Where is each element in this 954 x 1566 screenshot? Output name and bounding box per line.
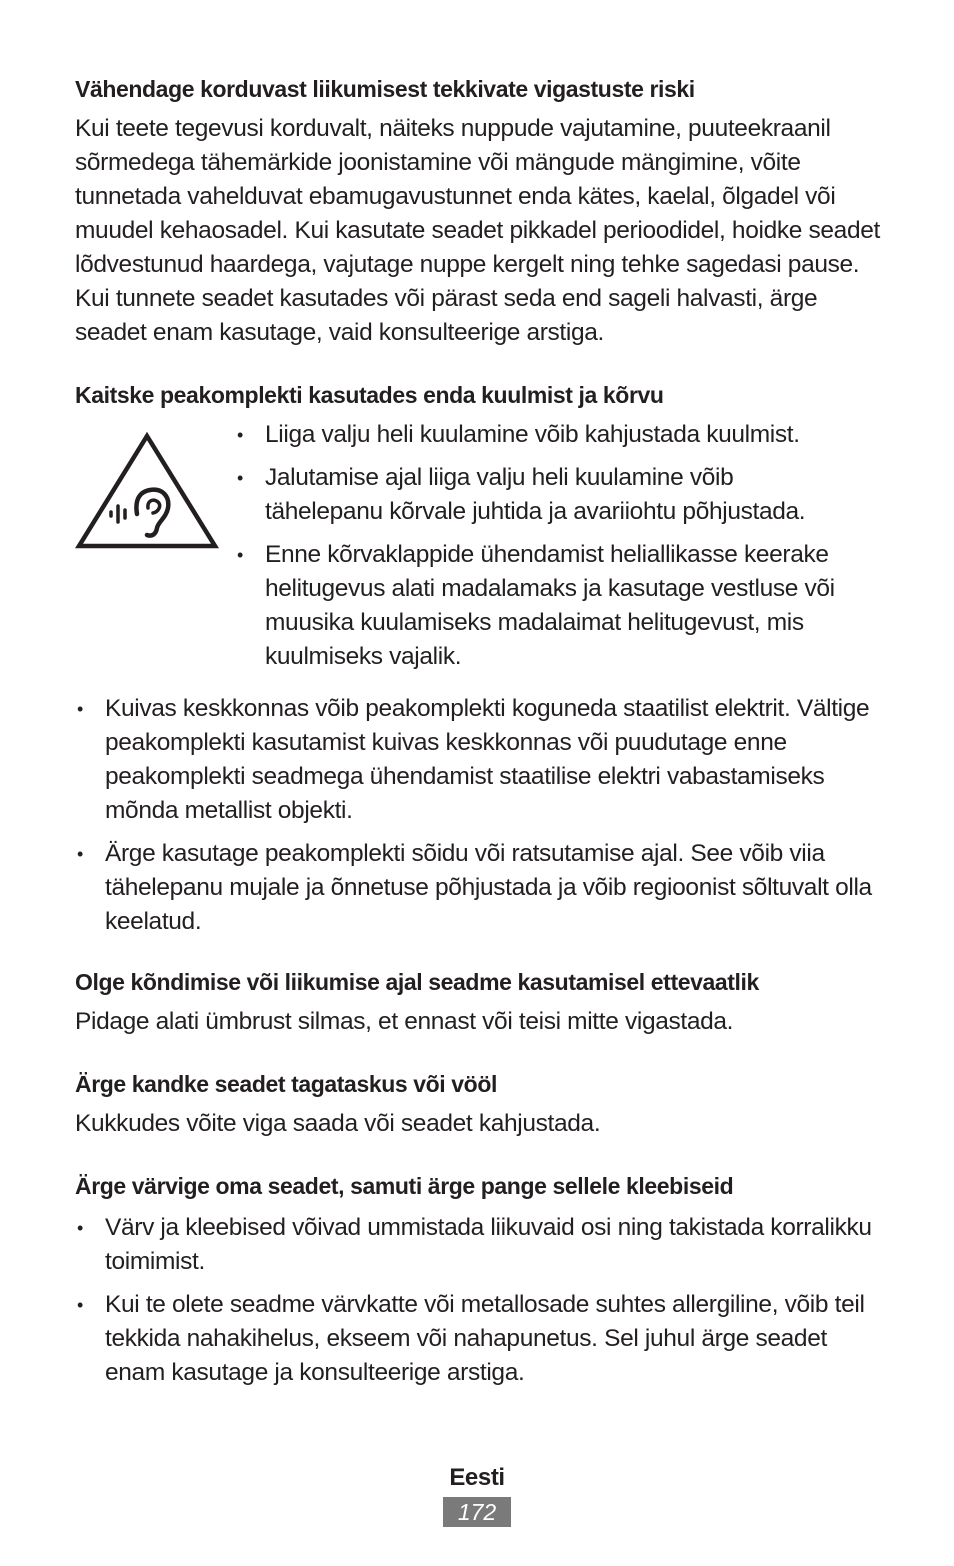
section-text: Pidage alati ümbrust silmas, et ennast või teisi mitte vigastada. xyxy=(75,1008,734,1035)
list-item: • Värv ja kleebised võivad ummistada liikuvaid osi ning takistada korralikku toimimist. xyxy=(75,1211,885,1279)
paint-bullet-list xyxy=(75,1211,885,1390)
section-text: Kui teete tegevusi korduvalt, näiteks nuppude vajutamine, puuteekraanil sõrmedega tähemärkide joonistamine või mängude mängimine, võite tunnetada vahelduvat ebamugavustunnet enda kätes, kaelal, õlgadel või muudel kehaosadel. Kui kasutate seadet pikkadel perioodidel, hoidke seadet lõdvestunud haardega, vajutage nuppe kergelt ning tehke sagedasi pause. Kui tunnete seadet kasutades või pärast seda end sageli halvasti, ärge seadet enam kasutage, vaid konsulteerige arstiga. xyxy=(75,115,880,346)
list-item: • Liiga valju heli kuulamine võib kahjustada kuulmist. xyxy=(235,418,855,452)
section-paint-stickers xyxy=(75,1171,885,1390)
section-repetitive-strain xyxy=(75,74,885,350)
list-item: • Kuivas keskkonnas võib peakomplekti koguneda staatilist elektrit. Vältige peakomplekti kasutamist kuivas keskkonnas või puudutage enne peakomplekti seadmega ühendamist staatilise elektri vabastamiseks mõnda metallist objekti. xyxy=(75,692,885,828)
list-item: • Jalutamise ajal liiga valju heli kuulamine võib tähelepanu kõrvale juhtida ja avariiohtu põhjustada. xyxy=(235,461,855,529)
section-hearing xyxy=(75,380,885,939)
section-title: Ärge värvige oma seadet, samuti ärge pange sellele kleebiseid xyxy=(75,1173,734,1199)
footer-language: Eesti xyxy=(449,1464,505,1491)
section-back-pocket xyxy=(75,1069,885,1141)
list-item: • Kui te olete seadme värvkatte või metallosade suhtes allergiline, võib teil tekkida nahakihelus, ekseem või nahapunetus. Sel juhul ärge seadet enam kasutage ja konsulteerige arstiga. xyxy=(75,1288,885,1390)
hearing-bullet-list xyxy=(75,692,885,939)
list-item: • Enne kõrvaklappide ühendamist heliallikasse keerake helitugevus alati madalamaks ja kasutage vestluse või muusika kuulamiseks madalaimat helitugevust, mis kuulmiseks vajalik. xyxy=(235,538,855,674)
section-title: Vähendage korduvast liikumisest tekkivate vigastuste riski xyxy=(75,76,695,102)
page-number: 172 xyxy=(443,1497,511,1527)
page-footer xyxy=(0,1462,954,1527)
hearing-warning-icon xyxy=(75,430,220,550)
list-item: • Ärge kasutage peakomplekti sõidu või ratsutamise ajal. See võib viia tähelepanu mujale ja õnnetuse põhjustada ja võib regioonist sõltuvalt olla keelatud. xyxy=(75,837,885,939)
section-title: Olge kõndimise või liikumise ajal seadme kasutamisel ettevaatlik xyxy=(75,969,759,995)
hearing-warning-block xyxy=(75,418,885,683)
section-text: Kukkudes võite viga saada või seadet kahjustada. xyxy=(75,1110,601,1137)
section-title: Ärge kandke seadet tagataskus või vööl xyxy=(75,1071,497,1097)
section-title: Kaitske peakomplekti kasutades enda kuulmist ja kõrvu xyxy=(75,382,664,408)
section-walking xyxy=(75,967,885,1039)
page-content xyxy=(75,74,885,1420)
hearing-icon-bullet-list xyxy=(235,418,855,683)
